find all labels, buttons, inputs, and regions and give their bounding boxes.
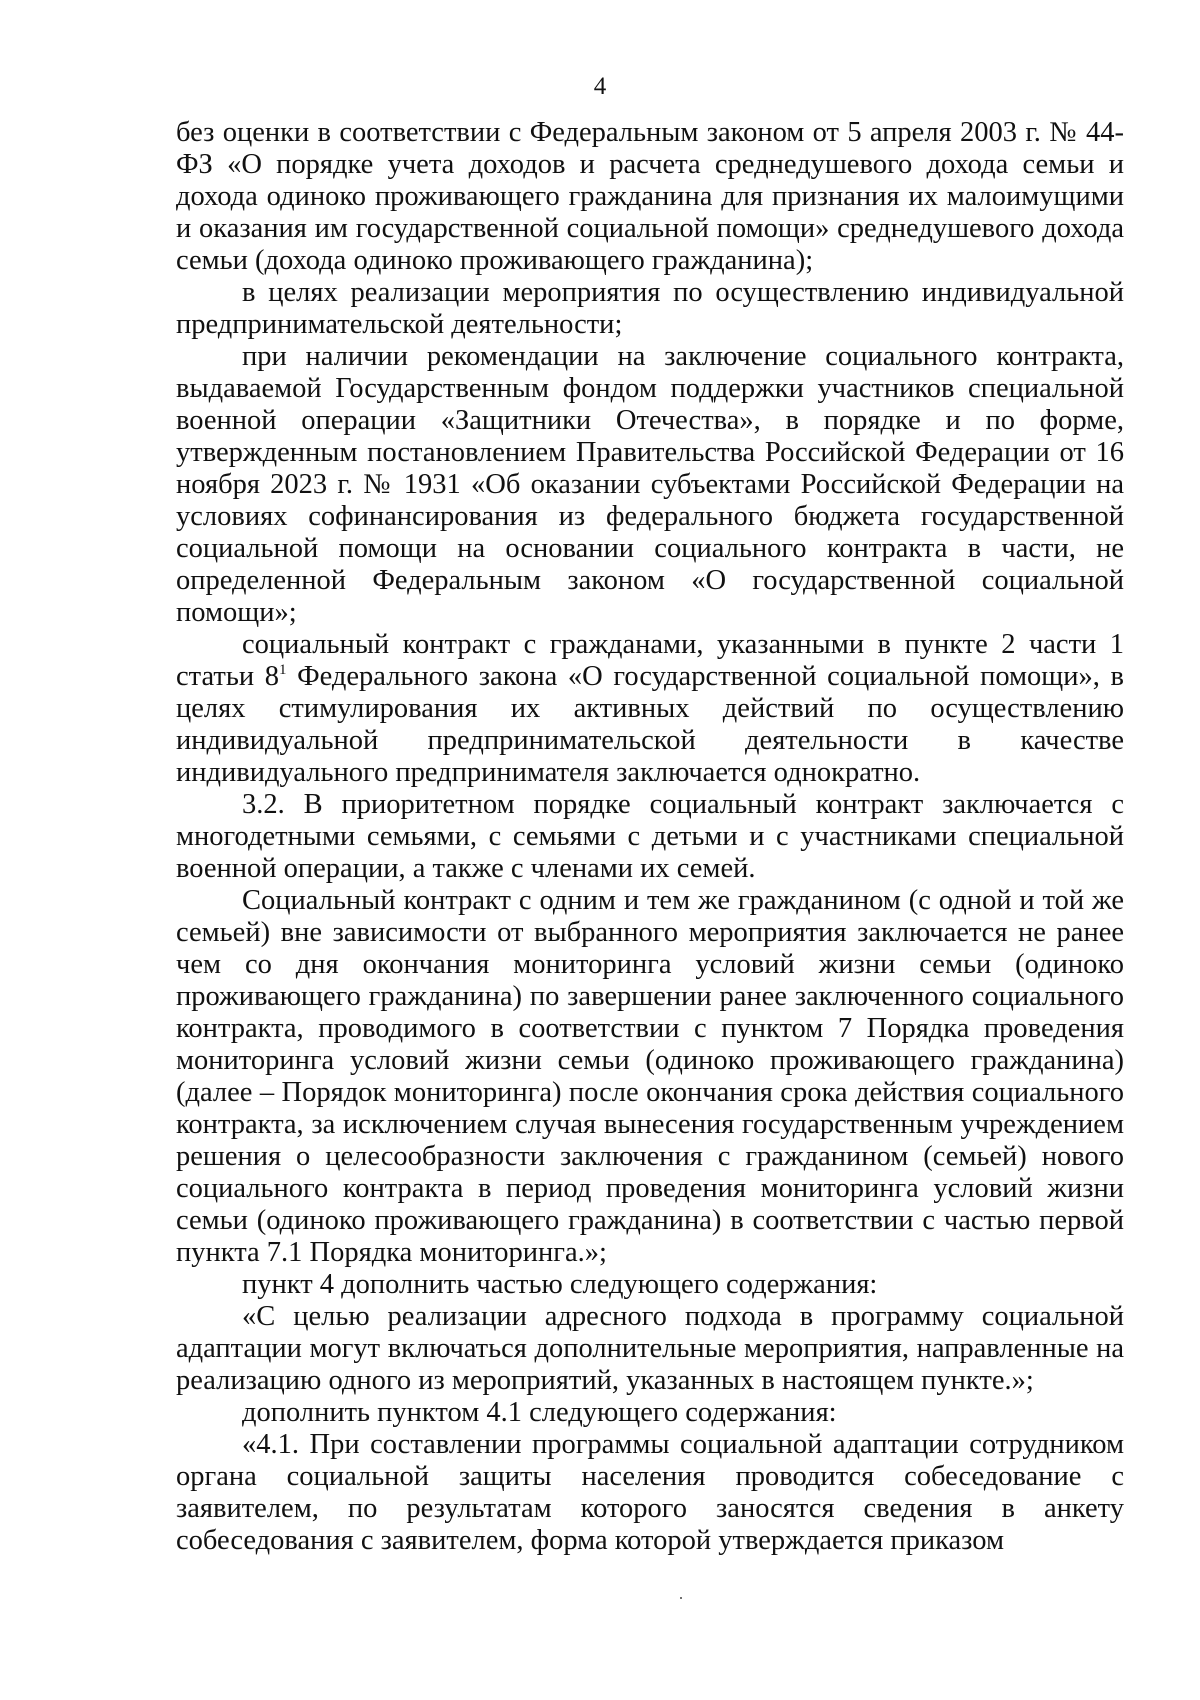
paragraph-priority-order: 3.2. В приоритетном порядке социальный контракт заключается с многодетными семьями, с семьями с детьми и с участниками специальной военной операции, а также с членами их семей. bbox=[176, 789, 1124, 884]
document-body bbox=[176, 117, 1124, 1557]
paragraph-point-4-1-amendment: дополнить пунктом 4.1 следующего содержания: bbox=[242, 1397, 837, 1428]
paragraph-additional-measures: «С целью реализации адресного подхода в программу социальной адаптации могут включаться дополнительные мероприятия, направленные на реализацию одного из мероприятий, указанных в настоящем пункте.»; bbox=[176, 1301, 1124, 1396]
article-superscript: 1 bbox=[278, 662, 287, 678]
paragraph-entrepreneurship-goal: в целях реализации мероприятия по осуществлению индивидуальной предпринимательской деятельности; bbox=[176, 277, 1124, 340]
page-number: 4 bbox=[593, 73, 607, 100]
paragraph-repeat-contract: Социальный контракт с одним и тем же гражданином (с одной и той же семьей) вне зависимости от выбранного мероприятия заключается не ранее чем со дня окончания мониторинга условий жизни семьи (одиноко проживающего гражданина) по завершении ранее заключенного социального контракта, проводимого в соответствии с пунктом 7 Порядка проведения мониторинга условий жизни семьи (одиноко проживающего гражданина) (далее – Порядок мониторинга) после окончания срока действия социального контракта, за исключением случая вынесения государственным учреждением решения о целесообразности заключения с гражданином (семьей) нового социального контракта в период проведения мониторинга условий жизни семьи (одиноко проживающего гражданина) в соответствии с частью первой пункта 7.1 Порядка мониторинга.»; bbox=[176, 885, 1124, 1268]
paragraph-fund-recommendation: при наличии рекомендации на заключение социального контракта, выдаваемой Государственным фондом поддержки участников специальной военной операции «Защитники Отечества», в порядке и по форме, утвержденным постановлением Правительства Российской Федерации от 16 ноября 2023 г. № 1931 «Об оказании субъектами Российской Федерации на условиях софинансирования из федерального бюджета государственной социальной помощи на основании социального контракта в части, не определенной Федеральным законом «О государственной социальной помощи»; bbox=[176, 341, 1124, 628]
paragraph-single-contract bbox=[176, 629, 1124, 789]
paragraph-single-contract-start: социальный контракт с гражданами, указанными в пункте 2 части 1 статьи 8 bbox=[176, 629, 1124, 692]
scan-speck bbox=[680, 1597, 682, 1599]
paragraph-single-contract-end: Федерального закона «О государственной социальной помощи», в целях стимулирования их активных действий по осуществлению индивидуальной предпринимательской деятельности в качестве индивидуального предпринимателя заключается однократно. bbox=[176, 661, 1124, 788]
paragraph-interview: «4.1. При составлении программы социальной адаптации сотрудником органа социальной защиты населения проводится собеседование с заявителем, по результатам которого заносятся сведения в анкету собеседования с заявителем, форма которой утверждается приказом bbox=[176, 1429, 1124, 1556]
paragraph-income-assessment: без оценки в соответствии с Федеральным законом от 5 апреля 2003 г. № 44-ФЗ «О порядке учета доходов и расчета среднедушевого дохода семьи и дохода одиноко проживающего гражданина для признания их малоимущими и оказания им государственной социальной помощи» среднедушевого дохода семьи (дохода одиноко проживающего гражданина); bbox=[176, 117, 1124, 276]
paragraph-point-4-amendment: пункт 4 дополнить частью следующего содержания: bbox=[242, 1269, 878, 1300]
